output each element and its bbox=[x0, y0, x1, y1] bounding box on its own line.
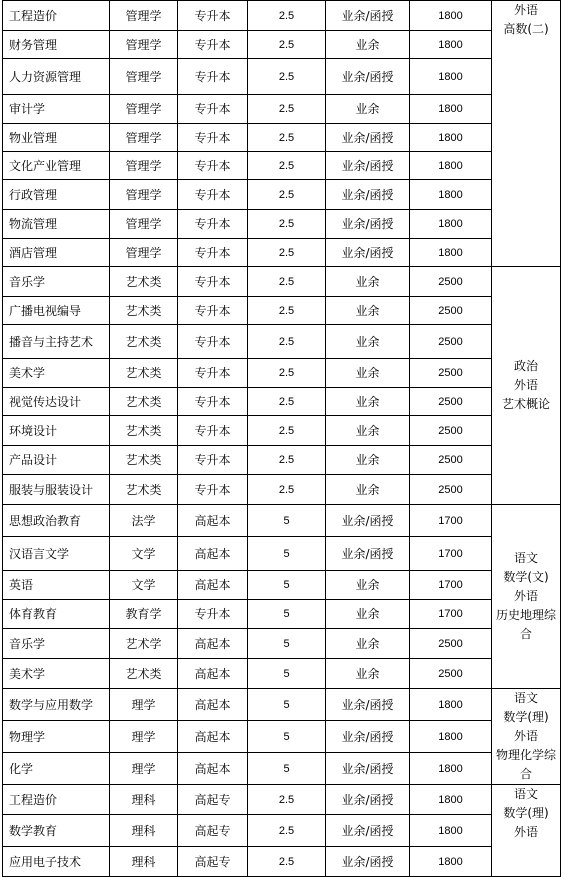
study-mode-cell: 业余/函授 bbox=[326, 505, 410, 537]
fee-cell: 1800 bbox=[410, 59, 492, 95]
major-cell: 思想政治教育 bbox=[3, 505, 110, 537]
study-mode-cell: 业余/函授 bbox=[326, 785, 410, 815]
years-cell: 5 bbox=[248, 689, 326, 721]
major-cell: 美术学 bbox=[3, 659, 110, 689]
major-cell: 音乐学 bbox=[3, 267, 110, 297]
study-mode-cell: 业余 bbox=[326, 475, 410, 505]
level-cell: 高起本 bbox=[178, 537, 248, 571]
category-cell: 管理学 bbox=[110, 95, 178, 124]
years-cell: 2.5 bbox=[248, 388, 326, 416]
table-row bbox=[3, 239, 561, 267]
category-cell: 文学 bbox=[110, 571, 178, 600]
study-mode-cell: 业余/函授 bbox=[326, 180, 410, 210]
years-cell: 2.5 bbox=[248, 359, 326, 388]
major-cell: 产品设计 bbox=[3, 446, 110, 475]
category-cell: 艺术学 bbox=[110, 629, 178, 659]
major-cell: 行政管理 bbox=[3, 180, 110, 210]
fee-cell: 1700 bbox=[410, 571, 492, 600]
major-cell: 酒店管理 bbox=[3, 239, 110, 267]
major-cell: 汉语言文学 bbox=[3, 537, 110, 571]
study-mode-cell: 业余/函授 bbox=[326, 1, 410, 31]
years-cell: 2.5 bbox=[248, 297, 326, 325]
table-row bbox=[3, 1, 561, 31]
years-cell: 2.5 bbox=[248, 847, 326, 877]
level-cell: 高起本 bbox=[178, 629, 248, 659]
years-cell: 5 bbox=[248, 505, 326, 537]
study-mode-cell: 业余 bbox=[326, 659, 410, 689]
fee-cell: 1800 bbox=[410, 31, 492, 59]
table-body bbox=[3, 1, 561, 877]
years-cell: 5 bbox=[248, 537, 326, 571]
level-cell: 高起本 bbox=[178, 689, 248, 721]
major-cell: 播音与主持艺术 bbox=[3, 325, 110, 359]
table-row bbox=[3, 446, 561, 475]
table-row bbox=[3, 210, 561, 239]
table-row bbox=[3, 359, 561, 388]
major-cell: 工程造价 bbox=[3, 785, 110, 815]
fee-cell: 2500 bbox=[410, 659, 492, 689]
table-row bbox=[3, 600, 561, 629]
major-cell: 数学教育 bbox=[3, 815, 110, 847]
major-cell: 数学与应用数学 bbox=[3, 689, 110, 721]
major-cell: 物流管理 bbox=[3, 210, 110, 239]
category-cell: 文学 bbox=[110, 537, 178, 571]
study-mode-cell: 业余/函授 bbox=[326, 815, 410, 847]
level-cell: 专升本 bbox=[178, 267, 248, 297]
fee-cell: 1800 bbox=[410, 1, 492, 31]
level-cell: 高起专 bbox=[178, 847, 248, 877]
study-mode-cell: 业余 bbox=[326, 388, 410, 416]
exam-subjects-cell: 语文 数学(理) 外语 bbox=[492, 785, 561, 877]
category-cell: 管理学 bbox=[110, 1, 178, 31]
years-cell: 2.5 bbox=[248, 124, 326, 152]
category-cell: 艺术类 bbox=[110, 416, 178, 446]
table-row bbox=[3, 124, 561, 152]
level-cell: 专升本 bbox=[178, 152, 248, 180]
category-cell: 管理学 bbox=[110, 59, 178, 95]
major-cell: 美术学 bbox=[3, 359, 110, 388]
category-cell: 理学 bbox=[110, 689, 178, 721]
fee-cell: 1800 bbox=[410, 753, 492, 785]
category-cell: 教育学 bbox=[110, 600, 178, 629]
study-mode-cell: 业余 bbox=[326, 297, 410, 325]
fee-cell: 2500 bbox=[410, 325, 492, 359]
major-cell: 应用电子技术 bbox=[3, 847, 110, 877]
years-cell: 2.5 bbox=[248, 152, 326, 180]
years-cell: 2.5 bbox=[248, 446, 326, 475]
fee-cell: 2500 bbox=[410, 359, 492, 388]
table-row bbox=[3, 847, 561, 877]
years-cell: 2.5 bbox=[248, 59, 326, 95]
years-cell: 2.5 bbox=[248, 325, 326, 359]
fee-cell: 2500 bbox=[410, 416, 492, 446]
level-cell: 专升本 bbox=[178, 359, 248, 388]
fee-cell: 1700 bbox=[410, 505, 492, 537]
category-cell: 艺术类 bbox=[110, 475, 178, 505]
major-cell: 体育教育 bbox=[3, 600, 110, 629]
table-row bbox=[3, 59, 561, 95]
table-row bbox=[3, 152, 561, 180]
years-cell: 5 bbox=[248, 659, 326, 689]
major-cell: 视觉传达设计 bbox=[3, 388, 110, 416]
table-row bbox=[3, 31, 561, 59]
table-row bbox=[3, 629, 561, 659]
category-cell: 管理学 bbox=[110, 124, 178, 152]
study-mode-cell: 业余/函授 bbox=[326, 152, 410, 180]
level-cell: 专升本 bbox=[178, 416, 248, 446]
years-cell: 2.5 bbox=[248, 475, 326, 505]
study-mode-cell: 业余 bbox=[326, 600, 410, 629]
study-mode-cell: 业余/函授 bbox=[326, 537, 410, 571]
level-cell: 专升本 bbox=[178, 600, 248, 629]
level-cell: 专升本 bbox=[178, 210, 248, 239]
level-cell: 专升本 bbox=[178, 325, 248, 359]
category-cell: 艺术类 bbox=[110, 325, 178, 359]
study-mode-cell: 业余/函授 bbox=[326, 689, 410, 721]
level-cell: 专升本 bbox=[178, 475, 248, 505]
fee-cell: 1800 bbox=[410, 785, 492, 815]
category-cell: 管理学 bbox=[110, 180, 178, 210]
study-mode-cell: 业余 bbox=[326, 629, 410, 659]
study-mode-cell: 业余/函授 bbox=[326, 124, 410, 152]
major-cell: 环境设计 bbox=[3, 416, 110, 446]
major-cell: 工程造价 bbox=[3, 1, 110, 31]
category-cell: 艺术类 bbox=[110, 297, 178, 325]
major-cell: 财务管理 bbox=[3, 31, 110, 59]
years-cell: 5 bbox=[248, 753, 326, 785]
exam-subjects-cell: 语文 数学(文) 外语 历史地理综合 bbox=[492, 505, 561, 689]
major-cell: 物业管理 bbox=[3, 124, 110, 152]
table-row bbox=[3, 388, 561, 416]
category-cell: 理学 bbox=[110, 753, 178, 785]
category-cell: 管理学 bbox=[110, 152, 178, 180]
level-cell: 专升本 bbox=[178, 124, 248, 152]
table-row bbox=[3, 325, 561, 359]
years-cell: 2.5 bbox=[248, 210, 326, 239]
category-cell: 理科 bbox=[110, 815, 178, 847]
study-mode-cell: 业余 bbox=[326, 359, 410, 388]
table-row bbox=[3, 721, 561, 753]
years-cell: 2.5 bbox=[248, 815, 326, 847]
years-cell: 5 bbox=[248, 721, 326, 753]
years-cell: 2.5 bbox=[248, 416, 326, 446]
study-mode-cell: 业余 bbox=[326, 416, 410, 446]
table-row bbox=[3, 267, 561, 297]
table-row bbox=[3, 475, 561, 505]
years-cell: 2.5 bbox=[248, 180, 326, 210]
fee-cell: 1800 bbox=[410, 95, 492, 124]
table-row bbox=[3, 571, 561, 600]
level-cell: 专升本 bbox=[178, 388, 248, 416]
fee-cell: 2500 bbox=[410, 446, 492, 475]
table-row bbox=[3, 297, 561, 325]
table-row bbox=[3, 537, 561, 571]
study-mode-cell: 业余/函授 bbox=[326, 59, 410, 95]
level-cell: 高起专 bbox=[178, 785, 248, 815]
table-row bbox=[3, 785, 561, 815]
category-cell: 艺术类 bbox=[110, 267, 178, 297]
study-mode-cell: 业余 bbox=[326, 95, 410, 124]
study-mode-cell: 业余/函授 bbox=[326, 239, 410, 267]
category-cell: 艺术类 bbox=[110, 359, 178, 388]
major-cell: 广播电视编导 bbox=[3, 297, 110, 325]
exam-subjects-cell: 语文 数学(理) 外语 物理化学综合 bbox=[492, 689, 561, 785]
table-row bbox=[3, 659, 561, 689]
table-row bbox=[3, 689, 561, 721]
level-cell: 高起本 bbox=[178, 571, 248, 600]
table-row bbox=[3, 753, 561, 785]
major-cell: 物理学 bbox=[3, 721, 110, 753]
table-row bbox=[3, 180, 561, 210]
level-cell: 高起本 bbox=[178, 505, 248, 537]
category-cell: 理科 bbox=[110, 785, 178, 815]
fee-cell: 1800 bbox=[410, 815, 492, 847]
fee-cell: 1800 bbox=[410, 721, 492, 753]
category-cell: 法学 bbox=[110, 505, 178, 537]
years-cell: 2.5 bbox=[248, 239, 326, 267]
category-cell: 管理学 bbox=[110, 210, 178, 239]
study-mode-cell: 业余 bbox=[326, 31, 410, 59]
study-mode-cell: 业余 bbox=[326, 325, 410, 359]
major-cell: 英语 bbox=[3, 571, 110, 600]
major-cell: 化学 bbox=[3, 753, 110, 785]
level-cell: 专升本 bbox=[178, 31, 248, 59]
level-cell: 专升本 bbox=[178, 180, 248, 210]
fee-cell: 2500 bbox=[410, 475, 492, 505]
major-cell: 音乐学 bbox=[3, 629, 110, 659]
category-cell: 艺术类 bbox=[110, 388, 178, 416]
years-cell: 5 bbox=[248, 600, 326, 629]
years-cell: 2.5 bbox=[248, 31, 326, 59]
level-cell: 专升本 bbox=[178, 297, 248, 325]
level-cell: 专升本 bbox=[178, 1, 248, 31]
fee-cell: 1800 bbox=[410, 210, 492, 239]
study-mode-cell: 业余/函授 bbox=[326, 753, 410, 785]
level-cell: 高起本 bbox=[178, 753, 248, 785]
study-mode-cell: 业余 bbox=[326, 446, 410, 475]
category-cell: 管理学 bbox=[110, 31, 178, 59]
study-mode-cell: 业余/函授 bbox=[326, 210, 410, 239]
level-cell: 高起专 bbox=[178, 815, 248, 847]
enrollment-table bbox=[2, 0, 561, 877]
major-cell: 文化产业管理 bbox=[3, 152, 110, 180]
years-cell: 2.5 bbox=[248, 785, 326, 815]
category-cell: 理科 bbox=[110, 847, 178, 877]
exam-subjects-cell: 政治 外语 艺术概论 bbox=[492, 267, 561, 505]
table-row bbox=[3, 416, 561, 446]
fee-cell: 1800 bbox=[410, 124, 492, 152]
table-row bbox=[3, 95, 561, 124]
fee-cell: 2500 bbox=[410, 388, 492, 416]
major-cell: 服装与服装设计 bbox=[3, 475, 110, 505]
fee-cell: 1800 bbox=[410, 239, 492, 267]
fee-cell: 1800 bbox=[410, 689, 492, 721]
years-cell: 2.5 bbox=[248, 95, 326, 124]
study-mode-cell: 业余/函授 bbox=[326, 721, 410, 753]
study-mode-cell: 业余 bbox=[326, 571, 410, 600]
study-mode-cell: 业余/函授 bbox=[326, 847, 410, 877]
level-cell: 高起本 bbox=[178, 721, 248, 753]
category-cell: 艺术类 bbox=[110, 659, 178, 689]
table-row bbox=[3, 505, 561, 537]
years-cell: 5 bbox=[248, 571, 326, 600]
table-row bbox=[3, 815, 561, 847]
years-cell: 2.5 bbox=[248, 267, 326, 297]
category-cell: 管理学 bbox=[110, 239, 178, 267]
level-cell: 专升本 bbox=[178, 446, 248, 475]
fee-cell: 1700 bbox=[410, 600, 492, 629]
fee-cell: 1700 bbox=[410, 537, 492, 571]
fee-cell: 1800 bbox=[410, 847, 492, 877]
fee-cell: 2500 bbox=[410, 267, 492, 297]
exam-subjects-cell: 外语 高数(二) bbox=[492, 1, 561, 267]
category-cell: 艺术类 bbox=[110, 446, 178, 475]
fee-cell: 1800 bbox=[410, 180, 492, 210]
study-mode-cell: 业余 bbox=[326, 267, 410, 297]
level-cell: 专升本 bbox=[178, 239, 248, 267]
fee-cell: 2500 bbox=[410, 629, 492, 659]
level-cell: 专升本 bbox=[178, 95, 248, 124]
level-cell: 专升本 bbox=[178, 59, 248, 95]
major-cell: 人力资源管理 bbox=[3, 59, 110, 95]
category-cell: 理学 bbox=[110, 721, 178, 753]
years-cell: 5 bbox=[248, 629, 326, 659]
level-cell: 高起本 bbox=[178, 659, 248, 689]
major-cell: 审计学 bbox=[3, 95, 110, 124]
fee-cell: 2500 bbox=[410, 297, 492, 325]
fee-cell: 1800 bbox=[410, 152, 492, 180]
years-cell: 2.5 bbox=[248, 1, 326, 31]
